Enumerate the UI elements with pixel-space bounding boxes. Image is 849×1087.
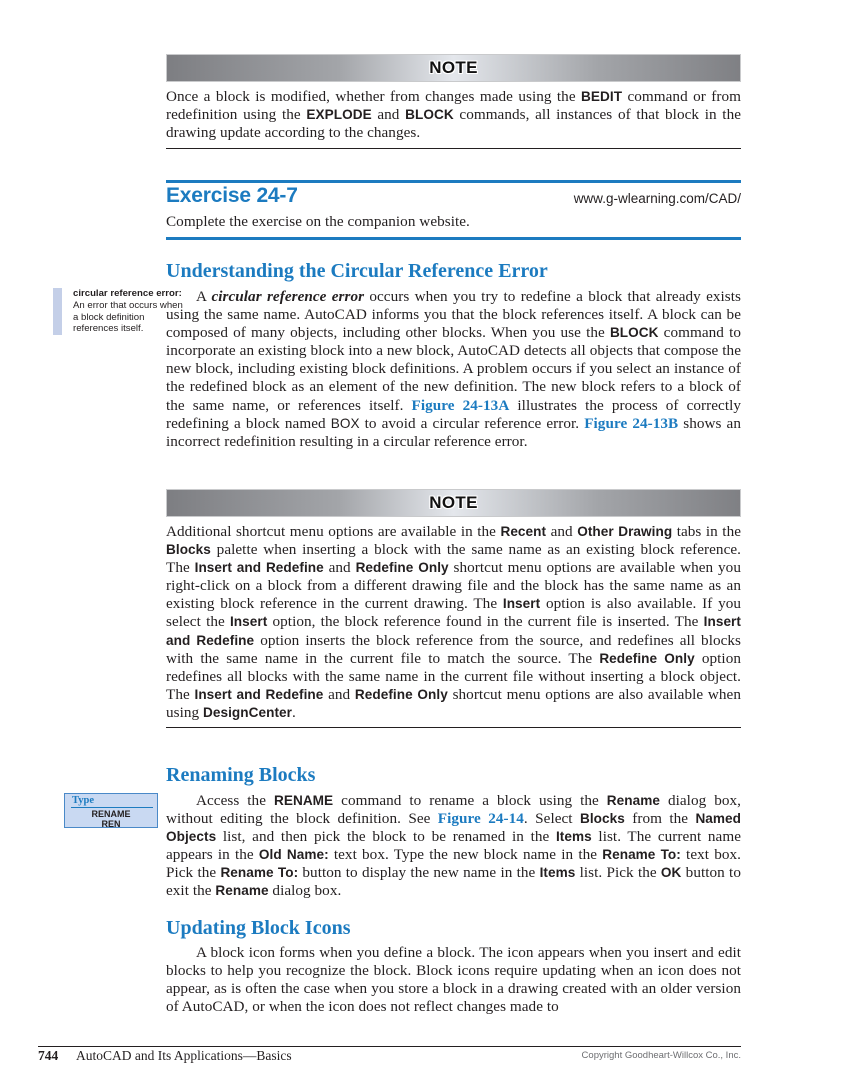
note-body xyxy=(166,88,741,142)
key-term: circular reference error xyxy=(211,288,365,305)
text-run: Additional shortcut menu options are available in the xyxy=(166,523,501,540)
bold-term: Rename xyxy=(606,793,660,808)
text-run: dialog box. xyxy=(268,882,342,900)
bold-term: Insert and Redefine xyxy=(194,686,324,702)
text-run: A block icon forms when you define a block. The icon appears when you insert and edit blocks to help you recognize the block. Block icons require updating when an icon does not appear, as is often the case when you store a block in a drawing created with an older version of AutoCAD, or when the icon does not reflect changes made to xyxy=(166,944,741,1016)
text-run: tabs in the xyxy=(672,523,741,540)
bold-term: Rename xyxy=(215,883,269,899)
circular-reference-body xyxy=(166,288,741,451)
bold-term: Redefine Only xyxy=(354,686,448,702)
bold-term: Named Objects xyxy=(166,811,742,845)
paragraph xyxy=(166,944,741,1016)
text-run: and xyxy=(323,685,355,703)
text-run: option is also available. If you select the xyxy=(166,595,741,631)
type-divider xyxy=(71,807,153,808)
text-run: A xyxy=(196,288,212,305)
note-header xyxy=(166,489,741,517)
exercise-top-rule xyxy=(166,180,741,183)
text-run: commands, all instances of that block in the drawing update according to the changes. xyxy=(166,106,742,142)
updating-block-icons-body xyxy=(166,944,741,1016)
text-run: . Select xyxy=(523,810,580,828)
note-text xyxy=(166,88,741,142)
note-bottom-rule xyxy=(166,148,741,149)
type-command-box xyxy=(64,793,158,828)
note-title: NOTE xyxy=(429,493,478,512)
text-run: illustrates the process of correctly redefining a block named xyxy=(166,396,742,432)
text-run: text box. Type the new block name in the xyxy=(328,846,603,864)
figure-reference-link[interactable]: Figure 24-13B xyxy=(584,414,679,432)
text-run: command or from redefinition using the xyxy=(166,88,741,124)
bold-term: Items xyxy=(555,829,592,845)
text-run: command to rename a block using the xyxy=(333,792,607,809)
exercise-url[interactable]: www.g-wlearning.com/CAD/ xyxy=(573,191,741,206)
note-text xyxy=(166,523,741,722)
bold-term: BLOCK xyxy=(405,107,454,123)
bold-term: Insert xyxy=(229,614,268,630)
note-body xyxy=(166,523,741,722)
bold-term: Items xyxy=(539,865,576,881)
text-run: shortcut menu options are available when you right-click on a block from a different drawing file and the block has the same name as an existing block reference in the current drawing. The xyxy=(166,559,741,613)
text-run: option redefines all blocks with the same name in the current file without inserting a block object. The xyxy=(166,649,741,703)
text-run: list. The current name appears in the xyxy=(166,828,741,864)
bold-term: Redefine Only xyxy=(355,560,449,576)
text-run: shows an incorrect redefinition resulting in a circular reference error. xyxy=(166,414,741,450)
bold-term: Rename To: xyxy=(602,847,681,863)
copyright: Copyright Goodheart-Willcox Co., Inc. xyxy=(581,1050,741,1061)
renaming-blocks-body xyxy=(166,792,741,901)
text-run: . xyxy=(292,703,296,721)
bold-term: Old Name: xyxy=(258,847,329,863)
command-name: RENAME xyxy=(91,809,131,819)
paragraph xyxy=(166,288,741,451)
margin-definition xyxy=(53,288,183,335)
figure-reference-link[interactable]: Figure 24-14 xyxy=(437,810,524,828)
bold-term: Redefine Only xyxy=(599,650,695,666)
text-run: command to incorporate an existing block into a new block, AutoCAD detects all objects that compose the new block, including existing block definitions. A problem occurs if you select an instance of the redefined block as an element of the new definition. The new block refers to a block of the same name, or references itself. xyxy=(166,324,741,414)
text-run: from the xyxy=(624,810,696,828)
bold-term: Blocks xyxy=(579,811,625,827)
section-heading-circular-reference: Understanding the Circular Reference Error xyxy=(166,260,548,282)
bold-term: EXPLODE xyxy=(306,107,372,123)
text-run: option inserts the block reference from the source, and redefines all blocks with the same name in the current file to match the source. The xyxy=(166,631,742,667)
text-run: text box. Pick the xyxy=(166,846,741,882)
book-title: AutoCAD and Its Applications—Basics xyxy=(76,1048,292,1063)
bold-term: OK xyxy=(660,865,682,881)
exercise-text: Complete the exercise on the companion website. xyxy=(166,213,470,230)
block-name: BOX xyxy=(330,415,360,431)
note-header xyxy=(166,54,741,82)
text-run: button to exit the xyxy=(166,864,741,900)
text-run: shortcut menu options are also available when using xyxy=(166,685,741,721)
bold-term: Recent xyxy=(500,524,547,539)
note-bottom-rule xyxy=(166,727,741,728)
note-title: NOTE xyxy=(429,58,478,77)
text-run: to avoid a circular reference error. xyxy=(359,414,585,432)
page-number: 744 xyxy=(38,1048,59,1063)
bold-term: Insert xyxy=(502,596,541,612)
bold-term: Rename To: xyxy=(220,865,299,881)
bold-term: BLOCK xyxy=(609,325,659,341)
text-run: palette when inserting a block with the same name as an existing block reference. The xyxy=(166,541,741,577)
text-run: dialog box, without editing the block definition. See xyxy=(166,792,741,828)
margin-definition-text: An error that occurs when a block definition references itself. xyxy=(73,299,183,335)
figure-reference-link[interactable]: Figure 24-13A xyxy=(411,396,510,414)
exercise-bottom-rule xyxy=(166,237,741,240)
text-run: and xyxy=(323,559,356,577)
text-run: option, the block reference found in the current file is inserted. The xyxy=(267,613,704,631)
text-run: list. Pick the xyxy=(575,864,661,882)
section-heading-updating-block-icons: Updating Block Icons xyxy=(166,917,351,939)
command-alias: REN xyxy=(101,819,121,829)
type-label: Type xyxy=(72,795,94,806)
section-heading-renaming-blocks: Renaming Blocks xyxy=(166,764,316,786)
text-run: list, and then pick the block to be renamed in the xyxy=(216,828,556,846)
page-footer xyxy=(38,1046,741,1063)
bold-term: Blocks xyxy=(166,542,211,558)
text-run: and xyxy=(371,106,406,124)
text-run: button to display the new name in the xyxy=(298,864,540,882)
bold-term: RENAME xyxy=(273,793,334,808)
text-run: Access the xyxy=(196,792,274,809)
text-run: Once a block is modified, whether from changes made using the xyxy=(166,88,582,105)
margin-term: circular reference error: xyxy=(73,288,182,299)
exercise-title: Exercise 24-7 xyxy=(166,184,298,207)
paragraph xyxy=(166,792,741,901)
bold-term: BEDIT xyxy=(581,89,623,104)
exercise-body xyxy=(166,213,741,231)
bold-term: Insert and Redefine xyxy=(166,614,741,648)
text-run: occurs when you try to redefine a block that already exists using the same name. AutoCAD informs you that the block references itself. A block can be composed of many objects, including other blocks. When you use the xyxy=(166,288,741,342)
bold-term: Insert and Redefine xyxy=(194,560,324,576)
bold-term: Other Drawing xyxy=(577,524,673,539)
bold-term: DesignCenter xyxy=(203,704,292,720)
text-run: and xyxy=(546,523,578,540)
